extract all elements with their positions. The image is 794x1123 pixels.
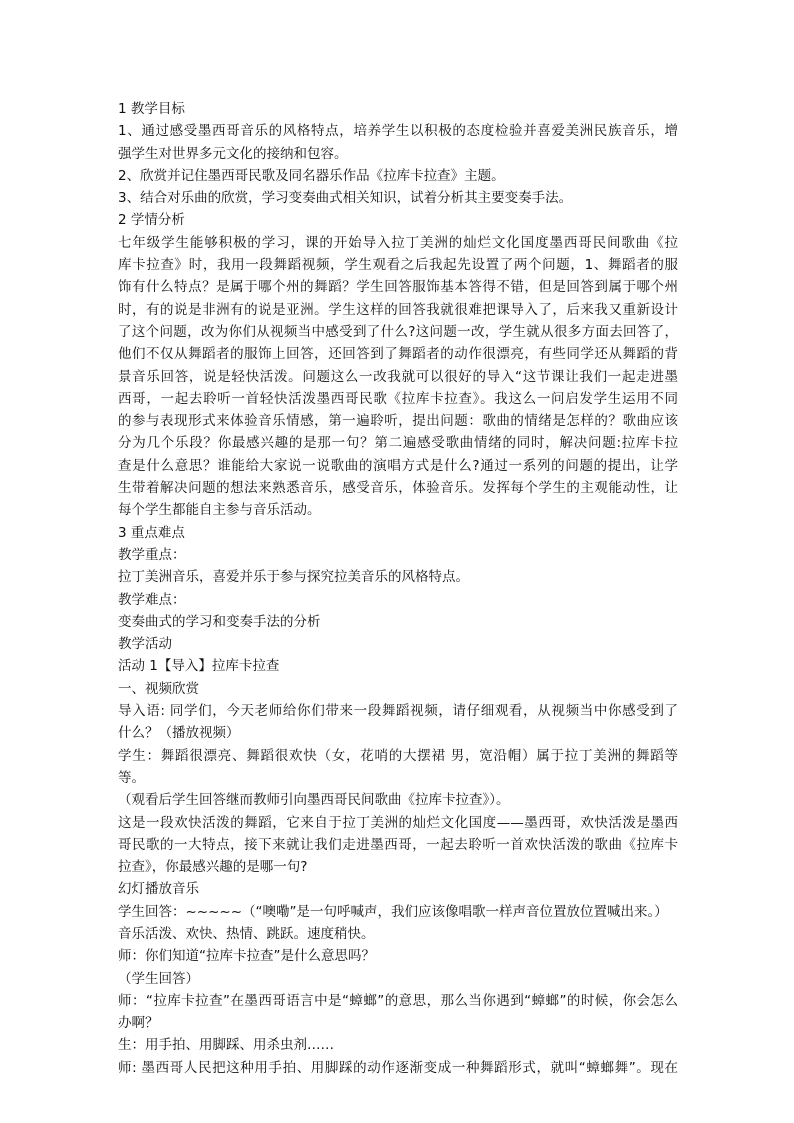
activity-paragraph-line: 拉查》，你最感兴趣的是哪一句? [118,859,308,876]
objective-2: 2、欣赏并记住墨西哥民歌及同名器乐作品《拉库卡拉查》主题。 [118,167,505,184]
analysis-paragraph-line: 分为几个乐段？你最感兴趣的是那一句？第二遍感受歌曲情绪的同时，解决问题:拉库卡拉 [118,435,678,452]
analysis-paragraph-line: 时，有的说是非洲有的说是亚洲。学生这样的回答我就很难把课导入了，后来我又重新设计 [118,301,678,318]
activity-paragraph-line: 师：“拉库卡拉查”在墨西哥语言中是“蟑螂”的意思，那么当你遇到“蟑螂”的时候，你会怎么 [118,992,678,1009]
analysis-paragraph-line: 饰有什么特点？是属于哪个州的舞蹈？学生回答服饰基本答得不错，但是回答到属于哪个州 [118,279,678,296]
analysis-paragraph-line: 七年级学生能够积极的学习，课的开始导入拉丁美洲的灿烂文化国度墨西哥民间歌曲《拉 [118,234,678,251]
key-point-label: 教学重点： [118,546,186,563]
subheading-video: 一、视频欣赏 [118,680,199,697]
objective-3: 3、结合对乐曲的欣赏，学习变奏曲式相关知识，试着分析其主要变奏手法。 [118,190,573,207]
analysis-paragraph-line: 他们不仅从舞蹈者的服饰上回答，还回答到了舞蹈者的动作很漂亮，有些同学还从舞蹈的背 [118,346,678,363]
activity-paragraph-line: 导入语: 同学们，今天老师给你们带来一段舞蹈视频，请仔细观看，从视频当中你感受到了 [118,703,678,720]
analysis-paragraph-line: 生带着解决问题的想法来熟悉音乐，感受音乐，体验音乐。发挥每个学生的主观能动性，让 [118,480,678,497]
difficulty-text: 变奏曲式的学习和变奏手法的分析 [118,613,321,630]
activity-paragraph-line: 这是一段欢快活泼的舞蹈，它来自于拉丁美洲的灿烂文化国度——墨西哥，欢快活泼是墨西 [118,814,678,831]
activity-paragraph-line: 幻灯播放音乐 [118,881,199,898]
analysis-paragraph-line: 西哥，一起去聆听一首轻快活泼墨西哥民歌《拉库卡拉查》。我这么一问启发学生运用不同 [118,390,678,407]
activity-paragraph-line: 什么？（播放视频） [118,725,240,742]
key-point-text: 拉丁美洲音乐，喜爱并乐于参与探究拉美音乐的风格特点。 [118,569,469,586]
difficulty-label: 教学难点： [118,591,186,608]
activity-paragraph-line: 等。 [118,769,145,786]
activity-paragraph-line: 师：你们知道“拉库卡拉查”是什么意思吗？ [118,948,375,965]
analysis-paragraph-line: 了这个问题，改为你们从视频当中感受到了什么?这问题一改，学生就从很多方面去回答了， [118,323,678,340]
analysis-paragraph-line: 每个学生都能自主参与音乐活动。 [118,502,321,519]
activity-paragraph-line: 师: 墨西哥人民把这种用手拍、用脚踩的动作逐渐变成一种舞蹈形式，就叫“蟑螂舞”。现在 [118,1059,678,1076]
analysis-paragraph-line: 景音乐回答，说是轻快活泼。问题这么一改我就可以很好的导入“这节课让我们一起走进墨 [118,368,678,385]
activity-paragraph-line: 生：用手拍、用脚踩、用杀虫剂…… [118,1037,334,1054]
section-heading-analysis: 2 学情分析 [118,212,185,229]
activity-paragraph-line: 办啊？ [118,1015,159,1032]
section-heading-key-points: 3 重点难点 [118,524,185,541]
activity-paragraph-line: 音乐活泼、欢快、热情、跳跃。速度稍快。 [118,925,375,942]
analysis-paragraph-line: 查是什么意思？谁能给大家说一说歌曲的演唱方式是什么?通过一系列的问题的提出，让学 [118,457,678,474]
activity-1-title: 活动 1【导入】拉库卡拉查 [118,658,280,675]
analysis-paragraph-line: 库卡拉查》时，我用一段舞蹈视频，学生观看之后我起先设置了两个问题，1、舞蹈者的服 [118,257,678,274]
activity-paragraph-line: （观看后学生回答继而教师引向墨西哥民间歌曲《拉库卡拉查》）。 [118,792,510,809]
objective-1-line-2: 强学生对世界多元文化的接纳和包容。 [118,145,348,162]
activity-paragraph-line: （学生回答） [118,970,199,987]
activity-paragraph-line: 学生回答：~~~~~（“噢嘞”是一句呼喊声，我们应该像唱歌一样声音位置放位置喊出来。） [118,903,668,920]
section-heading-objectives: 1 教学目标 [118,101,185,117]
document-body [118,98,678,1079]
objective-1-line-1: 1、通过感受墨西哥音乐的风格特点，培养学生以积极的态度检验并喜爱美洲民族音乐，增 [118,123,678,140]
section-heading-activities: 教学活动 [118,636,172,653]
analysis-paragraph-line: 的参与表现形式来体验音乐情感，第一遍聆听，提出问题：歌曲的情绪是怎样的？歌曲应该 [118,413,678,430]
activity-paragraph-line: 学生：舞蹈很漂亮、舞蹈很欢快（女，花哨的大摆裙 男，宽沿帽）属于拉丁美洲的舞蹈等 [118,747,678,764]
activity-paragraph-line: 哥民歌的一大特点，接下来就让我们走进墨西哥，一起去聆听一首欢快活泼的歌曲《拉库卡 [118,836,678,853]
